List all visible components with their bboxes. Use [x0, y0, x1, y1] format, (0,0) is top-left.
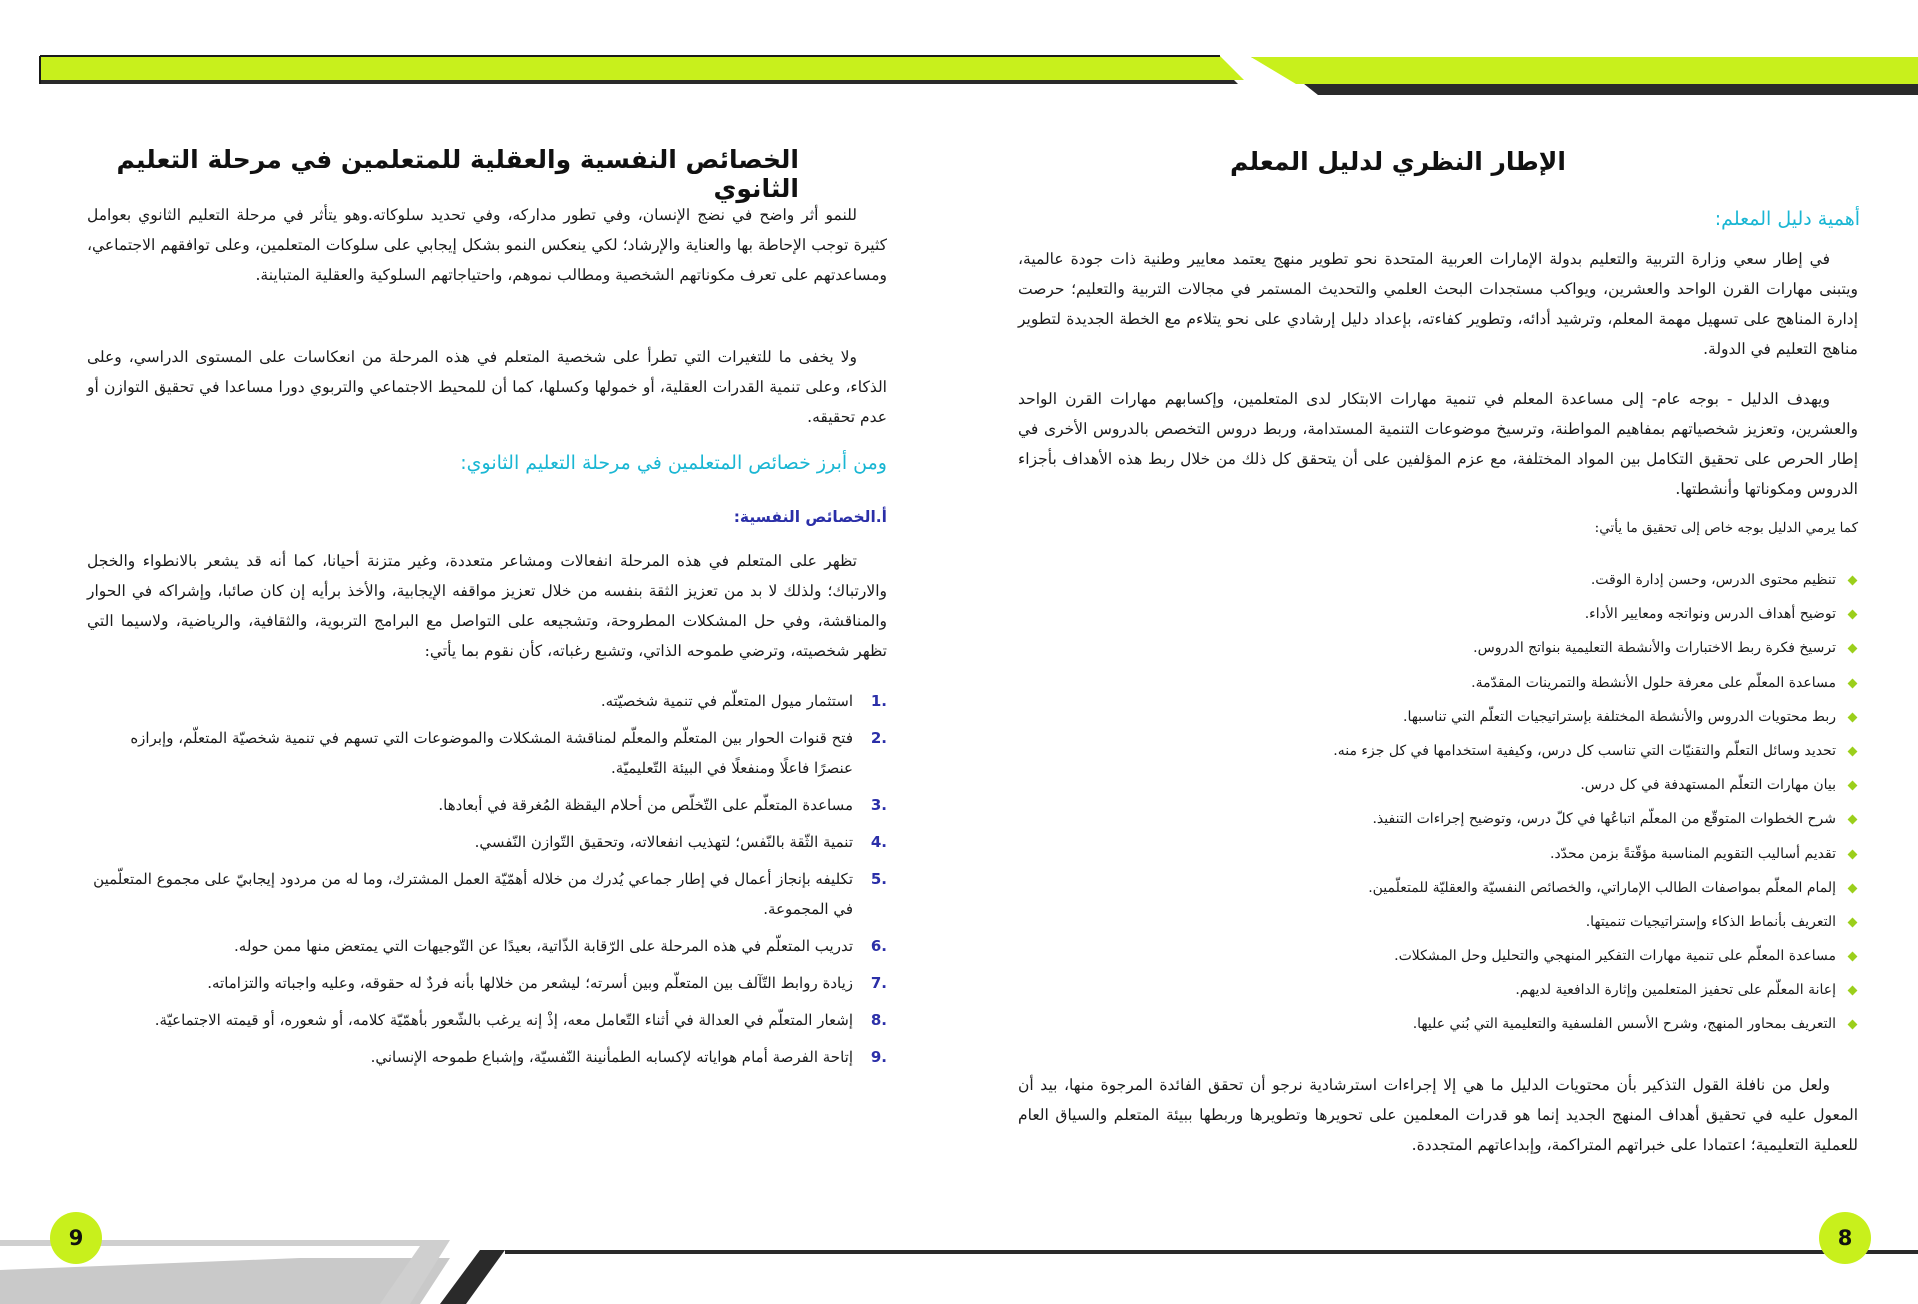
aims-bullet-item [1038, 905, 1858, 939]
numbered-item [87, 1005, 887, 1035]
bullet-diamond-icon [1848, 781, 1858, 791]
aims-bullet-item [1038, 871, 1858, 905]
bullet-diamond-icon [1848, 952, 1858, 962]
numbered-item [87, 686, 887, 716]
aims-bullet-text: بيان مهارات التعلّم المستهدفة في كل درس. [1580, 777, 1836, 794]
numbered-item [87, 723, 887, 783]
left-page-title: الخصائص النفسية والعقلية للمتعلمين في مرحلة التعليم الثانوي [116, 145, 799, 203]
numbered-item-text: مساعدة المتعلّم على التّخلّص من أحلام اليقظة المُغرقة في أبعادها. [438, 796, 853, 814]
aims-bullet-text: التعريف بأنماط الذكاء وإستراتيجيات تنميتها. [1585, 913, 1836, 930]
bullet-diamond-icon [1848, 678, 1858, 688]
aims-bullet-item [1038, 700, 1858, 734]
numbered-item-number: 5. [870, 870, 887, 888]
bullet-diamond-icon [1848, 883, 1858, 893]
aims-bullet-text: مساعدة المعلّم على تنمية مهارات التفكير المنهجي والتحليل وحل المشكلات. [1394, 948, 1836, 965]
numbered-item-text: استثمار ميول المتعلّم في تنمية شخصيّته. [600, 692, 853, 710]
right-subheading: أهمية دليل المعلم: [1714, 208, 1860, 230]
bullet-diamond-icon [1848, 986, 1858, 996]
numbered-item-text: تنمية الثّقة بالنّفس؛ لتهذيب انفعالاته، وتحقيق التّوازن النّفسي. [474, 833, 853, 851]
numbered-item [87, 864, 887, 924]
numbered-item-number: 6. [870, 937, 887, 955]
numbered-item-text: زيادة روابط التّآلف بين المتعلّم وبين أسرته؛ ليشعر من خلالها بأنه فردٌ له حقوقه، وعليه واجباته والتزاماته. [207, 974, 853, 992]
aims-bullet-item [1038, 768, 1858, 802]
numbered-item-number: 2. [870, 729, 887, 747]
aims-bullet-item [1038, 631, 1858, 665]
numbered-item-text: إشعار المتعلّم في العدالة في أثناء التّعامل معه، إذْ إنه يرغب بالشّعور بأهمّيّة كلامه، أو شعوره، أو قيمته الاجتماعيّة. [154, 1011, 853, 1029]
aims-bullet-text: إعانة المعلّم على تحفيز المتعلمين وإثارة الدافعية لديهم. [1515, 982, 1836, 999]
aims-bullet-item [1038, 837, 1858, 871]
bullet-diamond-icon [1848, 712, 1858, 722]
aims-bullet-text: شرح الخطوات المتوقّع من المعلّم اتباعُها في كلّ درس، وتوضيح إجراءات التنفيذ. [1372, 811, 1836, 828]
numbered-item-number: 1. [870, 692, 887, 710]
right-paragraph-1: في إطار سعي وزارة التربية والتعليم بدولة الإمارات العربية المتحدة نحو تطوير منهج يعتمد معايير وطنية ذات جودة عالمية، ويتبنى مهارات القرن الواحد والعشرين، ويواكب مستجدات البحث العلمي والتحديث المستمر في مجالات التربية والتعليم؛ حرصت إدارة المناهج على تسهيل مهمة المعلم، وترشيد أدائه، وتطوير كفاءته، بإعداد دليل إرشادي على نحو يتلاءم مع الخطة الجديدة لتطوير مناهج التعليم في الدولة. [1018, 250, 1858, 358]
aims-bullet-item [1038, 734, 1858, 768]
aims-bullet-text: التعريف بمحاور المنهج، وشرح الأسس الفلسفية والتعليمية التي بُني عليها. [1412, 1016, 1836, 1033]
bullet-diamond-icon [1848, 1020, 1858, 1030]
page-right [959, 0, 1918, 1304]
aims-intro: كما يرمي الدليل بوجه خاص إلى تحقيق ما يأتي: [1594, 520, 1858, 536]
numbered-item-number: 7. [870, 974, 887, 992]
numbered-item-text: فتح قنوات الحوار بين المتعلّم والمعلّم لمناقشة المشكلات والموضوعات التي تسهم في تنمية شخصيّة المتعلّم، وإبرازه عنصرًا فاعلًا ومنفعلًا في البيئة التّعليميّة. [130, 729, 853, 777]
numbered-item [87, 968, 887, 998]
numbered-item [87, 931, 887, 961]
numbered-item-text: تدريب المتعلّم في هذه المرحلة على الرّقابة الذّاتية، بعيدًا عن التّوجيهات التي يمتعض منها ممن حوله. [234, 937, 853, 955]
left-intro-paragraph-1: للنمو أثر واضح في نضج الإنسان، وفي تطور مداركه، وفي تحديد سلوكاته.وهو يتأثر في مرحلة التعليم الثانوي بعوامل كثيرة توجب الإحاطة بها والعناية والإرشاد؛ لكي ينعكس النمو بشكل إيجابي على سلوكات المتعلمين، وعلى توافقهم الاجتماعي، ومساعدتهم على تعرف مكوناتهم الشخصية ومطالب نموهم، واحتياجاتهم السلوكية والعقلية المتباينة. [87, 206, 887, 284]
section-a-paragraph: تظهر على المتعلم في هذه المرحلة انفعالات ومشاعر متعددة، وغير متزنة أحيانا، كما أنه قد يشعر بالانطواء والخجل والارتباك؛ ولذلك لا بد من تعزيز الثقة بنفسه من خلال تعزيز مواقفه الإيجابية، والأخذ برأيه إن كان صائبا، وإشراكه في الحوار والمناقشة، وفي حل المشكلات المطروحة، وتشجيعه على التواصل مع البرامج التربوية، والثقافية، والرياضية، ولاسيما التي تظهر شخصيته، وترضي طموحه الذاتي، وتشبع رغباته، كأن نقوم بما يأتي: [87, 552, 887, 660]
bullet-diamond-icon [1848, 644, 1858, 654]
bullet-diamond-icon [1848, 917, 1858, 927]
numbered-item-number: 8. [870, 1011, 887, 1029]
right-page-title: الإطار النظري لدليل المعلم [1230, 147, 1566, 176]
numbered-list [87, 686, 887, 1079]
aims-bullet-text: إلمام المعلّم بمواصفات الطالب الإماراتي، والخصائص النفسيّة والعقليّة للمتعلّمين. [1368, 879, 1836, 896]
aims-bullet-item [1038, 973, 1858, 1007]
numbered-item [87, 827, 887, 857]
numbered-item-number: 9. [870, 1048, 887, 1066]
numbered-item-number: 3. [870, 796, 887, 814]
section-a-title: أ.الخصائص النفسية: [733, 508, 887, 526]
aims-bullet-text: ربط محتويات الدروس والأنشطة المختلفة بإستراتيجيات التعلّم التي تناسبها. [1403, 708, 1836, 725]
closing-paragraph: ولعل من نافلة القول التذكير بأن محتويات الدليل ما هي إلا إجراءات استرشادية نرجو أن تحقق الفائدة المرجوة منها، بيد أن المعول عليه في تحقيق أهداف المنهج الجديد إنما هو قدرات المعلمين على تحويرها وتطويرها وربطها ببيئة المتعلم والسياق العام للعملية التعليمية؛ اعتمادا على خبراتهم المتراكمة، وإبداعاتهم المتجددة. [1018, 1076, 1858, 1154]
numbered-item-number: 4. [870, 833, 887, 851]
aims-bullet-text: ترسيخ فكرة ربط الاختبارات والأنشطة التعليمية بنواتج الدروس. [1473, 640, 1836, 657]
aims-bullet-text: تنظيم محتوى الدرس، وحسن إدارة الوقت. [1590, 572, 1836, 588]
bullet-diamond-icon [1848, 849, 1858, 859]
bullet-diamond-icon [1848, 746, 1858, 756]
left-intro-paragraph-2: ولا يخفى ما للتغيرات التي تطرأ على شخصية المتعلم في هذه المرحلة من انعكاسات على المستوى الدراسي، وعلى الذكاء، وعلى تنمية القدرات العقلية، أو خمولها وكسلها، كما أن للمحيط الاجتماعي والتربوي دورا مساعدا في تحقيق التوازن أو عدم تحقيقه. [87, 348, 887, 426]
aims-bullet-item [1038, 939, 1858, 973]
aims-bullet-text: توضيح أهداف الدرس ونواتجه ومعايير الأداء. [1584, 606, 1836, 623]
numbered-item [87, 790, 887, 820]
bullet-diamond-icon [1848, 610, 1858, 620]
left-subheading: ومن أبرز خصائص المتعلمين في مرحلة التعليم الثانوي: [460, 452, 887, 474]
aims-bullet-item [1038, 802, 1858, 836]
numbered-item [87, 1042, 887, 1072]
aims-bullet-list [1038, 563, 1858, 1042]
aims-bullet-item [1038, 597, 1858, 631]
right-paragraph-2: ويهدف الدليل - بوجه عام- إلى مساعدة المعلم في تنمية مهارات الابتكار لدى المتعلمين، وإكسابهم مهارات القرن الواحد والعشرين، وتعزيز شخصياتهم بمفاهيم المواطنة، وترسيخ موضوعات التنمية المستدامة، وربط دروس التخصص بالدروس الأخرى في إطار الحرص على تحقيق التكامل بين المواد المختلفة، مع عزم المؤلفين على أن يتحقق كل ذلك من خلال ربط هذه الأهداف بأجزاء الدروس ومكوناتها وأنشطتها. [1018, 390, 1858, 498]
bullet-diamond-icon [1848, 815, 1858, 825]
page-number-8: 8 [1819, 1212, 1871, 1264]
aims-bullet-text: تقديم أساليب التقويم المناسبة مؤقّتةً بزمن محدّد. [1550, 845, 1836, 862]
aims-bullet-text: تحديد وسائل التعلّم والتقنيّات التي تناسب كل درس، وكيفية استخدامها في كل جزء منه. [1333, 742, 1836, 759]
aims-bullet-item [1038, 563, 1858, 597]
page-number-9: 9 [50, 1212, 102, 1264]
numbered-item-text: تكليفه بإنجاز أعمال في إطار جماعي يُدرك من خلاله أهمّيّة العمل المشترك، وما له من مردود إيجابيّ على مجموع المتعلّمين في المجموعة. [93, 870, 853, 918]
bullet-diamond-icon [1848, 576, 1858, 586]
aims-bullet-item [1038, 666, 1858, 700]
aims-bullet-text: مساعدة المعلّم على معرفة حلول الأنشطة والتمرينات المقدّمة. [1471, 674, 1836, 691]
numbered-item-text: إتاحة الفرصة أمام هواياته لإكسابه الطمأنينة النّفسيّة، وإشباع طموحه الإنساني. [370, 1048, 853, 1066]
aims-bullet-item [1038, 1007, 1858, 1041]
